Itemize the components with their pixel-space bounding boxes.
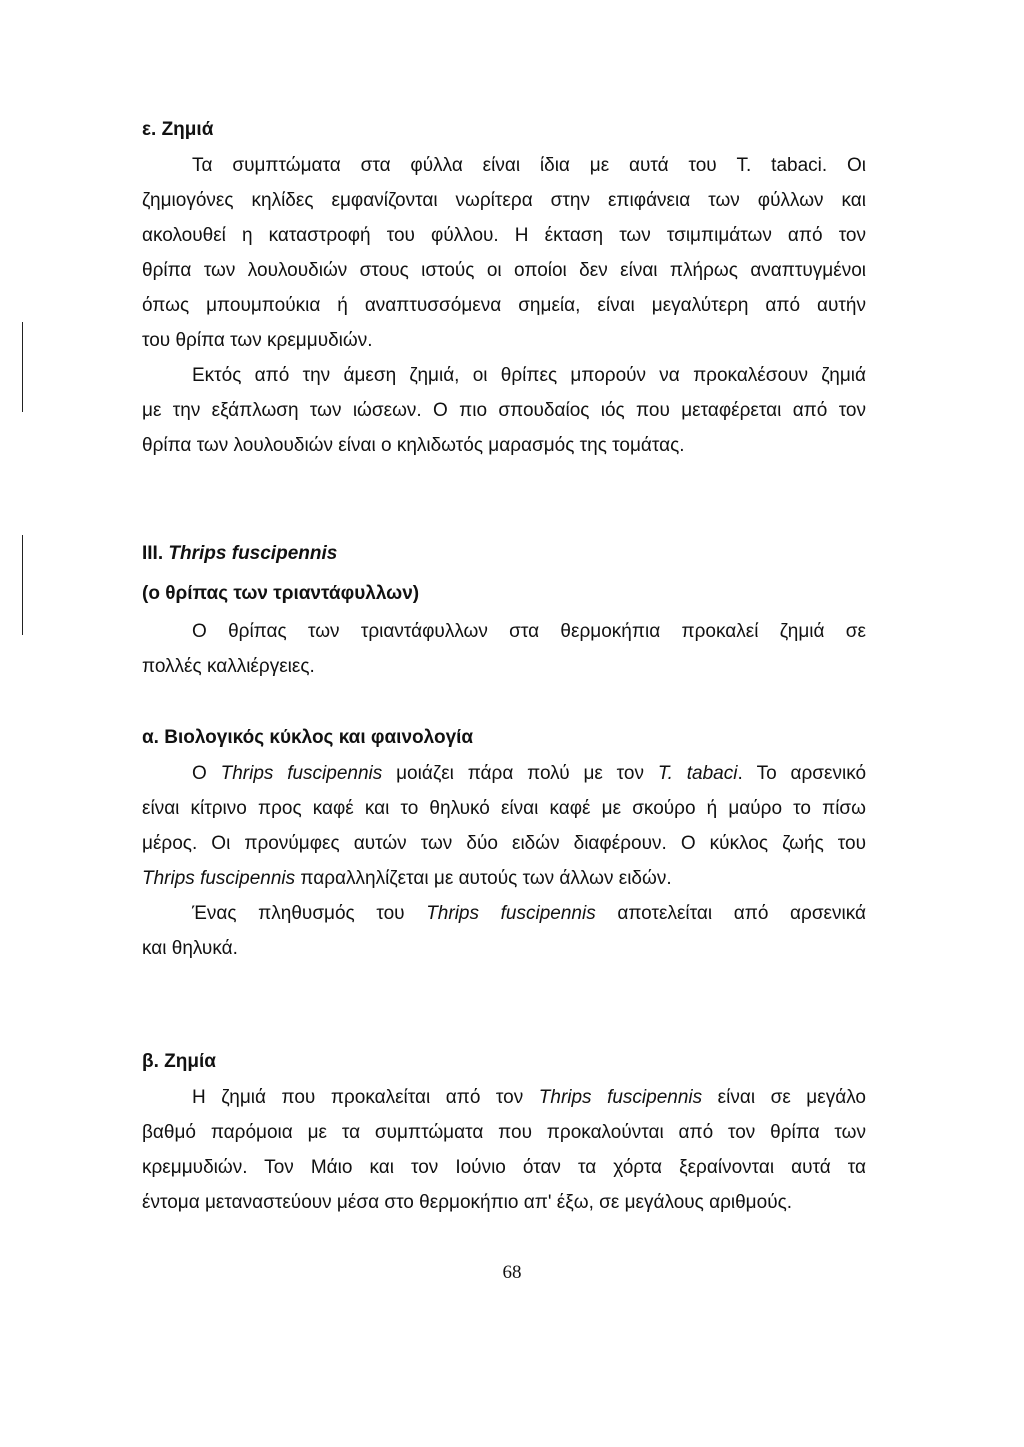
text-line: κρεμμυδιών. Τον Μάιο και τον Ιούνιο όταν τα χόρτα ξεραίνονται αυτά τα [142,1157,866,1178]
species-name: T. tabaci [657,763,738,784]
text-line [142,896,866,931]
species-name: Thrips fuscipennis [142,868,296,889]
text-run: παραλληλίζεται με αυτούς των άλλων ειδών. [295,868,672,889]
species-name: Thrips fuscipennis [538,1087,703,1108]
section-damage-e [142,112,866,147]
species-name: Thrips fuscipennis [168,543,338,564]
section-number: III. [142,543,164,564]
text-line: έντομα μεταναστεύουν μέσα στο θερμοκήπιο απ' έξω, σε μεγάλους αριθμούς. [142,1192,793,1213]
text-line: ζημιογόνες κηλίδες εμφανίζονται νωρίτερα στην επιφάνεια των φύλλων και [142,190,866,211]
species-name: Thrips fuscipennis [426,903,596,924]
text-run: μοιάζει πάρα πολύ με τον [382,763,658,784]
text-line: Ο θρίπας των τριαντάφυλλων στα θερμοκήπια προκαλεί ζημιά σε [192,621,866,642]
section-species-iii [142,536,866,684]
common-name-heading: (ο θρίπας των τριαντάφυλλων) [142,583,420,604]
text-line [142,861,866,896]
text-line: του θρίπα των κρεμμυδιών. [142,330,373,351]
text-line: βαθμό παρόμοια με τα συμπτώματα που προκαλούνται από τον θρίπα των [142,1122,866,1143]
text-line [142,1080,866,1115]
section-heading: ε. Ζημιά [142,119,214,140]
paragraph-damage [142,1080,866,1220]
text-run: Ένας πληθυσμός του [192,903,427,924]
text-line: και θηλυκά. [142,938,238,959]
text-line: Εκτός από την άμεση ζημιά, οι θρίπες μπορούν να προκαλέσουν ζημιά [192,365,866,386]
text-line: είναι κίτρινο προς καφέ και το θηλυκό είναι καφέ με σκούρο ή μαύρο το πίσω [142,798,866,819]
text-line [142,756,866,791]
text-run: Η ζημιά που προκαλείται από τον [192,1087,539,1108]
paragraph-symptoms [142,148,866,463]
text-run: είναι σε μεγάλο [702,1087,866,1108]
text-line: ακολουθεί η καταστροφή του φύλλου. Η έκταση των τσιμπιμάτων από τον [142,225,866,246]
text-line-1: Τα συμπτώματα στα φύλλα είναι ίδια με αυτά του T. tabaci. Οι [192,155,866,176]
section-heading: β. Ζημία [142,1051,216,1072]
text-run: Ο [192,763,221,784]
section-heading: α. Βιολογικός κύκλος και φαινολογία [142,727,474,748]
section-damage-b [142,1044,866,1079]
page-number: 68 [502,1262,522,1283]
text-run: . Το αρσενικό [737,763,867,784]
text-line: όπως μπουμπούκια ή αναπτυσσόμενα σημεία, είναι μεγαλύτερη από αυτήν [142,295,866,316]
text-line: θρίπα των λουλουδιών στους ιστούς οι οποίοι δεν είναι πλήρως αναπτυγμένοι [142,260,866,281]
paragraph-biology [142,756,866,966]
species-name: Thrips fuscipennis [220,763,383,784]
species-heading [142,536,866,571]
text-line: θρίπα των λουλουδιών είναι ο κηλιδωτός μαρασμός της τομάτας. [142,435,685,456]
section-biology-a [142,720,866,755]
text-line: μέρος. Οι προνύμφες αυτών των δύο ειδών διαφέρουν. Ο κύκλος ζωής του [142,833,866,854]
text-line: με την εξάπλωση των ιώσεων. Ο πιο σπουδαίος ιός που μεταφέρεται από τον [142,400,866,421]
text-run: αποτελείται από αρσενικά [595,903,866,924]
margin-rule-upper [22,322,23,412]
text-line [142,148,866,183]
text-line: πολλές καλλιέργειες. [142,656,315,677]
margin-rule-lower [22,535,23,635]
